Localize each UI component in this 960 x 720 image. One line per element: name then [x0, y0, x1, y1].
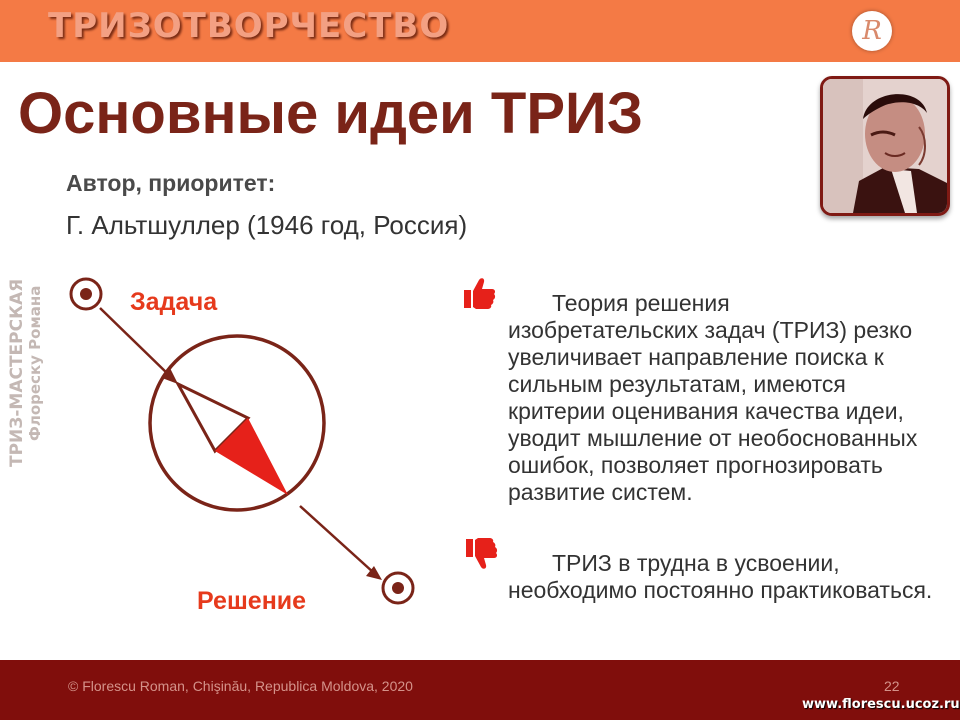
- disadvantage-body: необходимо постоянно практиковаться.: [508, 577, 933, 603]
- slide-title: Основные идеи ТРИЗ: [18, 81, 644, 146]
- solution-label: Решение: [197, 587, 307, 615]
- task-solution-diagram: [60, 268, 460, 628]
- page-number: 22: [884, 678, 900, 694]
- side-credit-line2: Флореску Романа: [26, 285, 44, 441]
- copyright-text: © Florescu Roman, Chişinău, Republica Moldova, 2020: [68, 678, 413, 694]
- advantage-text: [508, 290, 940, 506]
- brand-title: ТРИЗОТВОРЧЕСТВО: [48, 6, 450, 46]
- target-icon-task: [71, 279, 101, 309]
- side-credit-line1: ТРИЗ-МАСТЕРСКАЯ: [7, 278, 27, 467]
- thumbs-up-icon: [462, 276, 496, 312]
- author-value: Г. Альтшуллер (1946 год, Россия): [66, 210, 468, 240]
- author-label: Автор, приоритет:: [66, 170, 276, 196]
- advantage-body: изобретательских задач (ТРИЗ) резко увеличивает направление поиска к сильным результатам, имеются критерии оценивания качества идеи, уводит мышление от необоснованных ошибок, позволяет прогнозировать развитие систем.: [508, 317, 918, 505]
- task-label: Задача: [130, 288, 218, 316]
- thumbs-down-icon: [464, 535, 498, 571]
- advantage-first-line: Теория решения: [552, 290, 730, 316]
- logo-icon: [852, 11, 892, 51]
- website-link[interactable]: www.florescu.ucoz.ru: [802, 697, 960, 712]
- disadvantage-text: [508, 550, 940, 604]
- author-portrait: [820, 76, 950, 216]
- header-bar: [0, 0, 960, 62]
- logo-letter: R: [862, 16, 882, 46]
- compass-icon: [150, 336, 324, 510]
- target-icon-solution: [383, 573, 413, 603]
- side-credit: [2, 185, 48, 470]
- disadvantage-first-line: ТРИЗ в трудна в усвоении,: [552, 550, 840, 576]
